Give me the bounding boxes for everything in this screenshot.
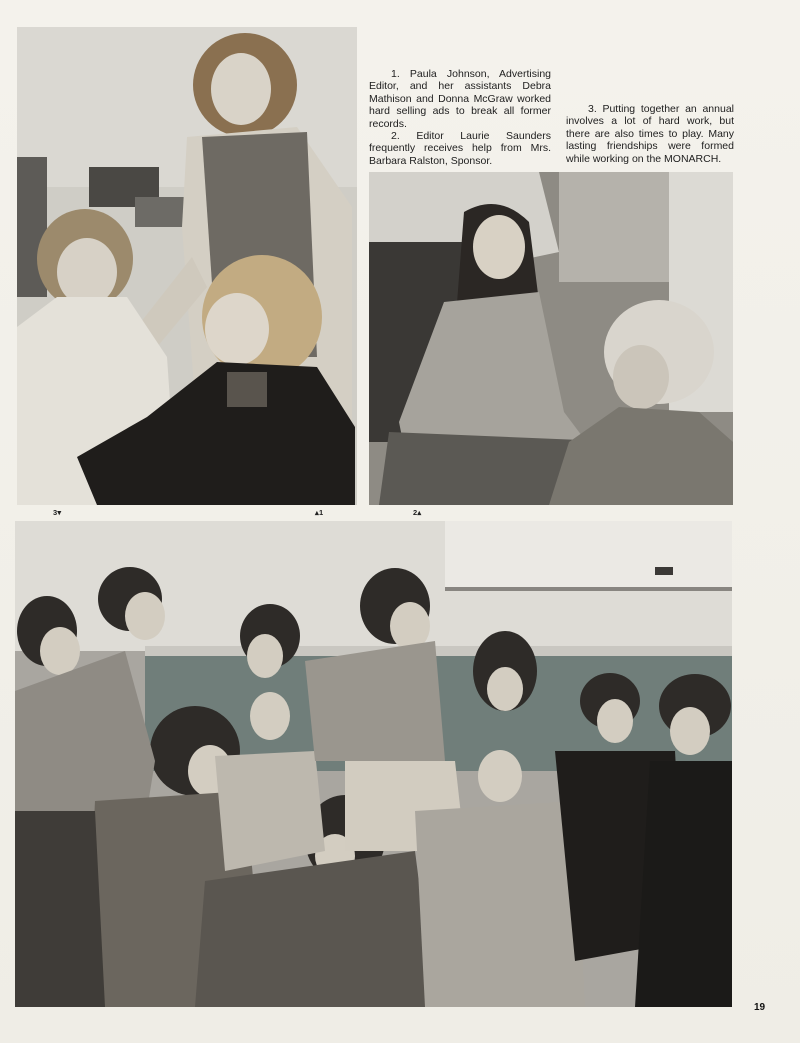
photo-yearbook-staff-group xyxy=(15,521,732,1007)
page-number: 19 xyxy=(754,1002,766,1013)
caption-photos-1-2 xyxy=(369,68,551,167)
marker-photo-1: ▴1 xyxy=(315,508,324,517)
marker-photo-2: 2▴ xyxy=(413,508,422,517)
photo-advertising-staff xyxy=(17,27,357,505)
photo-editor-and-sponsor xyxy=(369,172,733,505)
caption-photo-2: 2. Editor Laurie Saunders frequently receives help from Mrs. Barbara Ralston, Sponsor. xyxy=(369,130,551,167)
caption-photo-3-block xyxy=(566,103,734,165)
caption-photo-1: 1. Paula Johnson, Advertising Editor, and her assistants Debra Mathison and Donna McGraw worked hard selling ads to break all former records. xyxy=(369,68,551,130)
marker-photo-3: 3▾ xyxy=(53,508,62,517)
caption-photo-3: 3. Putting together an annual involves a lot of hard work, but there are also times to play. Many lasting friendships were formed while working on the MONARCH. xyxy=(566,103,734,165)
